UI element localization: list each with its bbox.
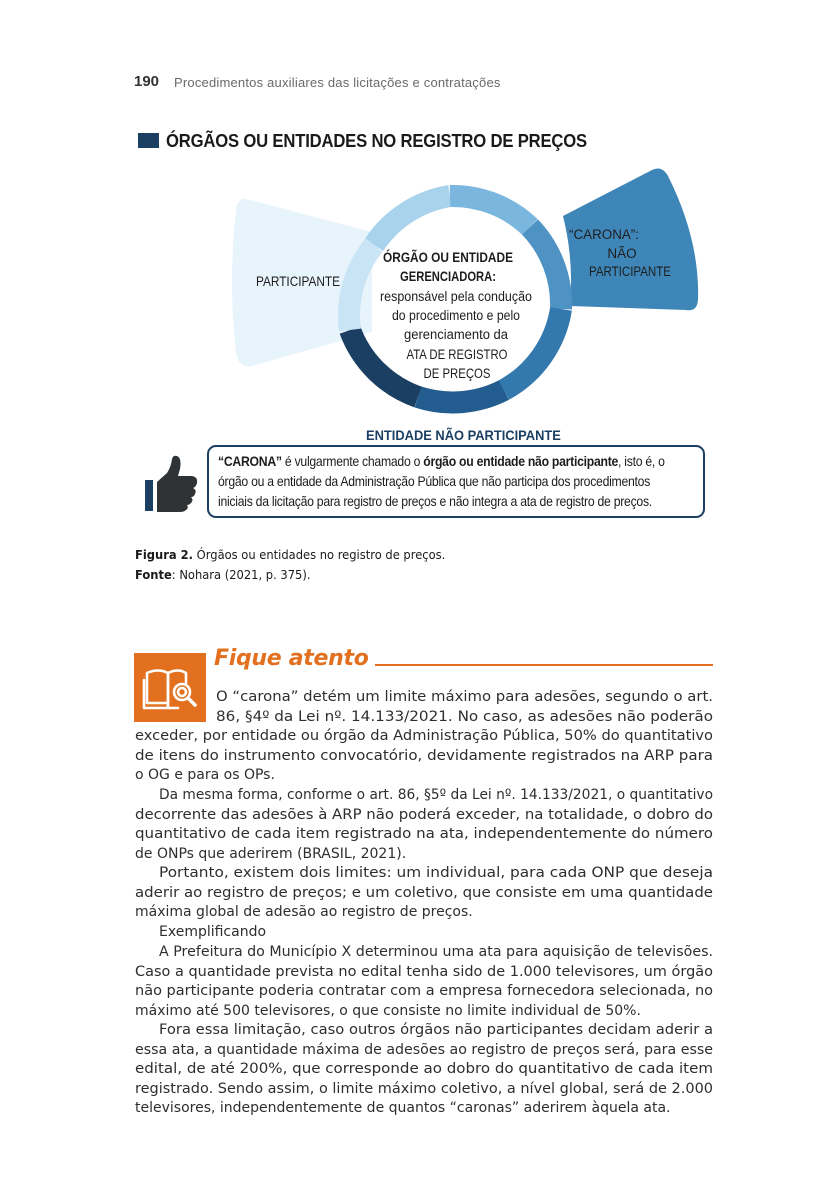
text-line: aderir ao registro de preços; e um coletivo, que consiste em uma quantidade (135, 884, 713, 901)
text-line: Fora essa limitação, caso outros órgãos não participantes decidam aderir a (159, 1022, 713, 1038)
text-line: essa ata, a quantidade máxima de adesões ao registro de preços será, para esse (135, 1041, 713, 1058)
paragraph-1 (135, 688, 713, 786)
ring-seg-light-top (374, 196, 450, 245)
paragraph-6 (135, 1021, 713, 1119)
figure-caption (135, 545, 445, 585)
carona-label-line1: “CARONA”: (569, 227, 639, 242)
carona-label-line2: NÃO (607, 246, 637, 261)
source-text: : Nohara (2021, p. 375). (171, 567, 311, 582)
text-line: registrado. Sendo assim, o limite máximo coletivo, a nível global, será de 2.000 (135, 1080, 713, 1097)
text-line: de itens do instrumento convocatório, devidamente registrados na ARP para (135, 747, 713, 764)
text-line: máximo até 500 televisores, o que consiste no limite individual de 50%. (135, 1002, 641, 1019)
center-emph-line1: ATA DE REGISTRO (406, 346, 508, 362)
entidade-nao-participante-heading: ENTIDADE NÃO PARTICIPANTE (366, 427, 561, 443)
paragraph-5 (135, 943, 713, 1021)
text-line: o OG e para os OPs. (135, 767, 275, 784)
text-line: edital, de até 200%, que corresponde ao dobro do quantitativo de cada item (135, 1061, 713, 1078)
text-line: decorrente das adesões à ARP não poderá exceder, na totalidade, o dobro do (135, 806, 713, 823)
text-line: Da mesma forma, conforme o art. 86, §5º da Lei nº. 14.133/2021, o quantitativo (159, 787, 713, 803)
definition-term: “CARONA” (218, 454, 282, 469)
text-line: quantitativo de cada item registrado na ata, independentemente do número (135, 826, 713, 843)
text-line: máxima global de adesão ao registro de preços. (135, 904, 473, 921)
text-line: Portanto, existem dois limites: um individual, para cada ONP que deseja (159, 865, 713, 881)
paragraph-3 (135, 864, 713, 923)
page-number: 190 (134, 73, 160, 90)
definition-emphasis: órgão ou entidade não participante (423, 454, 619, 469)
text-line: de ONPs que aderirem (BRASIL, 2021). (135, 845, 407, 862)
center-heading-line1: ÓRGÃO OU ENTIDADE (383, 249, 537, 265)
callout-title: Fique atento (214, 646, 369, 671)
text-line: exceder, por entidade ou órgão da Administração Pública, 50% do quantitativo (135, 728, 713, 745)
center-desc-line1: responsável pela condução (380, 289, 532, 304)
figure-label: Figura 2. (135, 547, 194, 562)
text-line: televisores, independentemente de quantos “caronas” aderirem àquela ata. (135, 1100, 671, 1117)
callout-rule (375, 664, 713, 666)
ring-seg-top-right (450, 196, 530, 227)
ring-seg-bottom (418, 390, 504, 402)
registro-precos-diagram (0, 0, 827, 430)
participante-label: PARTICIPANTE (256, 273, 340, 289)
thumbs-up-icon (145, 455, 200, 515)
figure-caption-text: Órgãos ou entidades no registro de preços. (193, 547, 446, 562)
carona-label-line3: PARTICIPANTE (589, 264, 671, 279)
text-line: 86, §4º da Lei nº. 14.133/2021. No caso, as adesões não poderão (216, 708, 713, 725)
center-heading-line2: GERENCIADORA: (400, 268, 496, 284)
source-label: Fonte (135, 567, 172, 582)
center-desc-line2: do procedimento e pelo (392, 308, 520, 323)
text-line: Exemplificando (159, 924, 267, 940)
text-line: O “carona” detém um limite máximo para adesões, segundo o art. (216, 689, 713, 705)
center-emph-line2: DE PREÇOS (423, 365, 491, 381)
text-line: não participante poderia contratar com a empresa fornecedora selecionada, no (135, 983, 713, 1000)
paragraph-4 (135, 923, 713, 943)
text-line: A Prefeitura do Município X determinou uma ata para aquisição de televisões. (159, 944, 713, 960)
paragraph-2 (135, 786, 713, 864)
definition-text: “CARONA” é vulgarmente chamado o órgão ou entidade não participante, isto é, o órgão ou a entidade da Administração Pública que não participa dos procedimentos iniciais da licitação para registro de preços e não integra a ata de registro de preços. (218, 454, 665, 509)
running-title: Procedimentos auxiliares das licitações e contratações (174, 75, 501, 90)
ring-seg-right (530, 227, 561, 309)
figure-title: ÓRGÃOS OU ENTIDADES NO REGISTRO DE PREÇOS (166, 130, 587, 151)
center-desc-line3: gerenciamento da (404, 327, 509, 342)
text-line: Caso a quantidade prevista no edital tenha sido de 1.000 televisores, um órgão (135, 963, 713, 980)
